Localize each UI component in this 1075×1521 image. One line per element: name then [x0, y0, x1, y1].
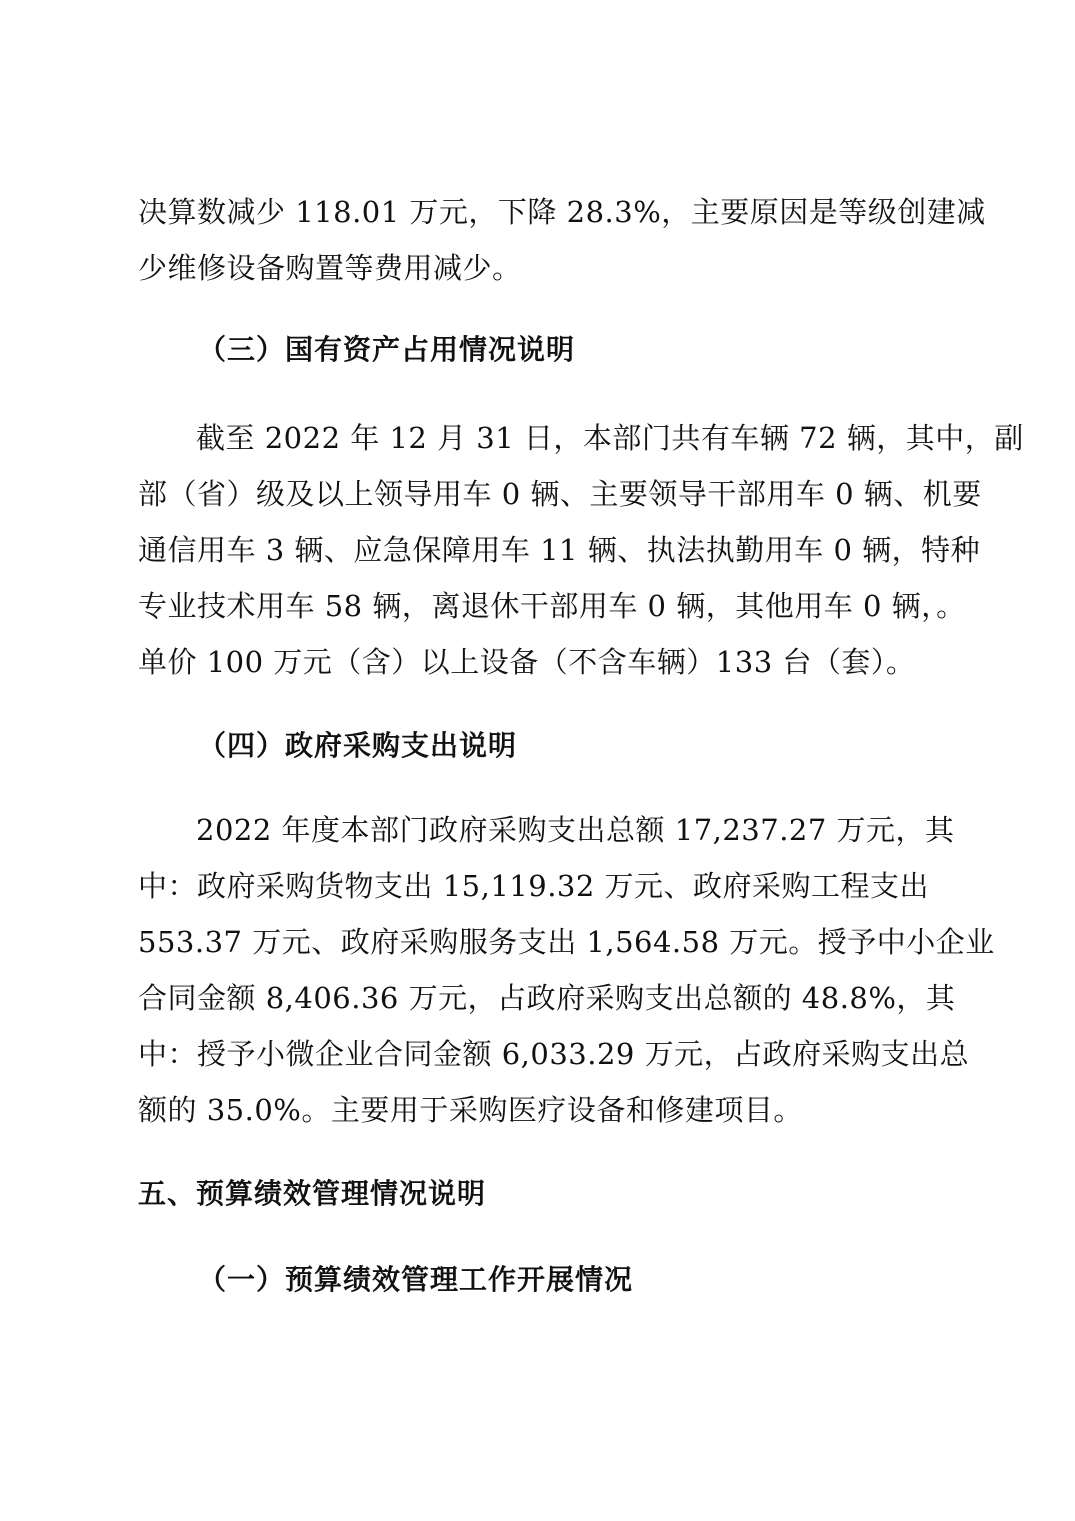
paragraph-line: 截至 2022 年 12 月 31 日，本部门共有车辆 72 辆，其中，副	[196, 421, 1024, 455]
subsection-heading-performance-work: （一）预算绩效管理工作开展情况	[198, 1263, 634, 1296]
section-heading-assets: （三）国有资产占用情况说明	[198, 333, 576, 366]
paragraph-line: 单价 100 万元（含）以上设备（不含车辆）133 台（套）。	[138, 645, 916, 679]
paragraph-line: 合同金额 8,406.36 万元，占政府采购支出总额的 48.8%，其	[138, 981, 956, 1015]
paragraph-line: 少维修设备购置等费用减少。	[138, 251, 522, 285]
paragraph-line: 专业技术用车 58 辆，离退休干部用车 0 辆，其他用车 0 辆，。	[138, 589, 966, 623]
section-heading-procurement: （四）政府采购支出说明	[198, 729, 518, 762]
paragraph-line: 决算数减少 118.01 万元，下降 28.3%，主要原因是等级创建减	[138, 195, 986, 229]
paragraph-line: 2022 年度本部门政府采购支出总额 17,237.27 万元，其	[196, 813, 955, 847]
paragraph-line: 额的 35.0%。主要用于采购医疗设备和修建项目。	[138, 1093, 803, 1127]
paragraph-line: 中：政府采购货物支出 15,119.32 万元、政府采购工程支出	[138, 869, 930, 903]
paragraph-line: 通信用车 3 辆、应急保障用车 11 辆、执法执勤用车 0 辆，特种	[138, 533, 981, 567]
paragraph-line: 中：授予小微企业合同金额 6,033.29 万元，占政府采购支出总	[138, 1037, 970, 1071]
section-heading-performance: 五、预算绩效管理情况说明	[138, 1177, 487, 1210]
paragraph-line: 部（省）级及以上领导用车 0 辆、主要领导干部用车 0 辆、机要	[138, 477, 982, 511]
paragraph-line: 553.37 万元、政府采购服务支出 1,564.58 万元。授予中小企业	[138, 925, 995, 959]
